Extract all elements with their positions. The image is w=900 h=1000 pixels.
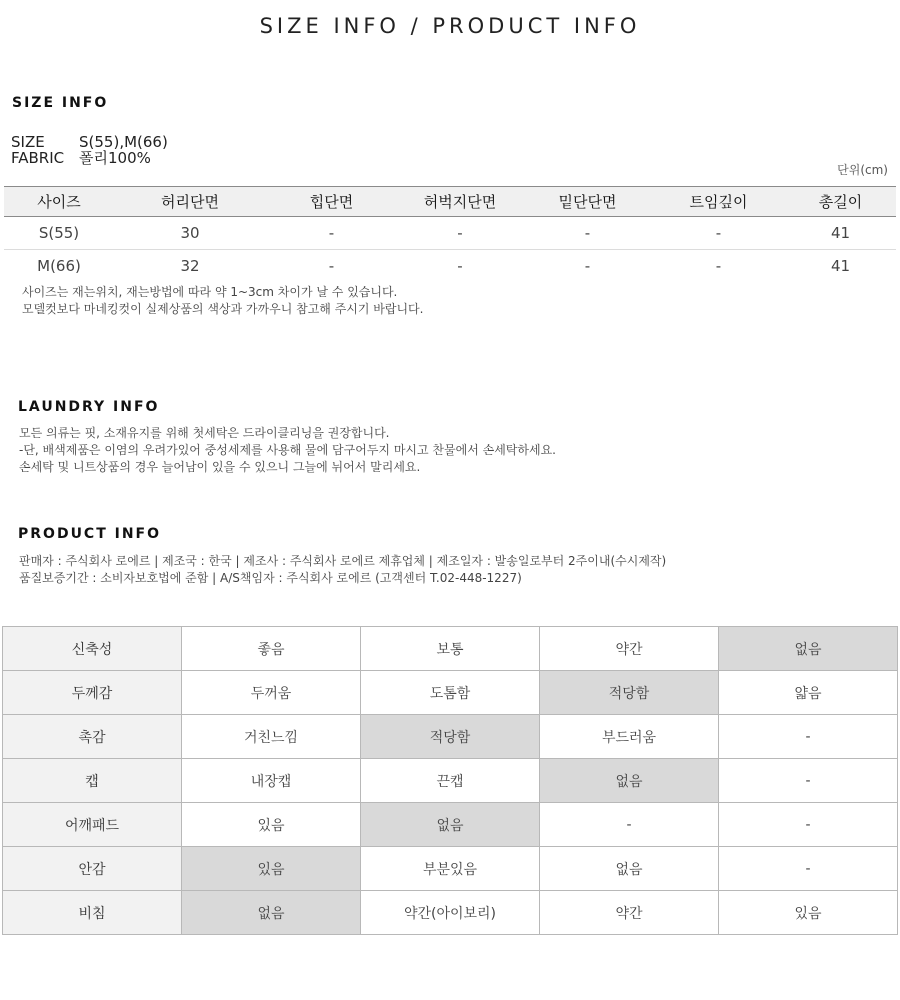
property-option: 약간 <box>540 891 719 935</box>
table-row <box>4 217 896 250</box>
size-table-header <box>4 187 896 217</box>
property-label: 신축성 <box>3 627 182 671</box>
page-title: SIZE INFO / PRODUCT INFO <box>259 14 641 38</box>
size-info-heading: SIZE INFO <box>12 95 109 111</box>
note-line: -단, 배색제품은 이염의 우려가있어 중성세제를 사용해 물에 담구어두지 마시고 찬물에서 손세탁하세요. <box>19 443 556 457</box>
table-cell: - <box>457 257 463 275</box>
product-notes <box>19 553 666 587</box>
property-label: 캡 <box>3 759 182 803</box>
fabric-spec <box>11 150 151 166</box>
table-cell: - <box>328 257 335 275</box>
table-cell: - <box>652 217 785 250</box>
size-notes <box>22 284 423 318</box>
property-option: 약간 <box>540 627 719 671</box>
size-value: S(55),M(66) <box>79 133 168 151</box>
property-row <box>3 627 898 671</box>
property-option: 도톰함 <box>361 671 540 715</box>
table-cell: 41 <box>830 257 851 275</box>
laundry-info-heading: LAUNDRY INFO <box>18 399 160 415</box>
property-option: 없음 <box>540 847 719 891</box>
table-cell: - <box>266 217 397 250</box>
property-option: - <box>719 759 898 803</box>
table-cell: 30 <box>114 217 266 250</box>
property-option-selected: 적당함 <box>540 671 719 715</box>
property-option: 있음 <box>182 803 361 847</box>
column-header: 밑단단면 <box>523 187 652 217</box>
note-line: 모델컷보다 마네킹컷이 실제상품의 색상과 가까우니 참고해 주시기 바랍니다. <box>22 302 424 316</box>
property-row <box>3 671 898 715</box>
column-header: 총길이 <box>785 187 896 217</box>
property-label: 안감 <box>3 847 182 891</box>
property-label: 두께감 <box>3 671 182 715</box>
property-option-selected: 없음 <box>719 627 898 671</box>
property-option: - <box>719 803 898 847</box>
property-option: 두꺼움 <box>182 671 361 715</box>
property-label: 비침 <box>3 891 182 935</box>
property-option: 보통 <box>361 627 540 671</box>
property-option-selected: 없음 <box>182 891 361 935</box>
note-line: 품질보증기간 : 소비자보호법에 준함 | A/S책임자 : 주식회사 로에르 (고객센터 T.02-448-1227) <box>19 571 522 585</box>
property-row <box>3 715 898 759</box>
column-header: 허리단면 <box>114 187 266 217</box>
product-property-table <box>2 626 898 935</box>
product-info-heading: PRODUCT INFO <box>18 526 162 542</box>
fabric-value: 폴리100% <box>79 149 151 167</box>
note-line: 판매자 : 주식회사 로에르 | 제조국 : 한국 | 제조사 : 주식회사 로에르 제휴업체 | 제조일자 : 발송일로부터 2주이내(수시제작) <box>19 554 667 568</box>
property-option: 있음 <box>719 891 898 935</box>
property-option: - <box>719 847 898 891</box>
property-row <box>3 891 898 935</box>
property-option-selected: 없음 <box>540 759 719 803</box>
column-header: 힙단면 <box>266 187 397 217</box>
column-header: 허벅지단면 <box>397 187 523 217</box>
table-cell: - <box>397 217 523 250</box>
property-option: 거친느낌 <box>182 715 361 759</box>
property-option-selected: 없음 <box>361 803 540 847</box>
property-label: 어깨패드 <box>3 803 182 847</box>
size-spec <box>11 134 168 150</box>
note-line: 모든 의류는 핏, 소재유지를 위해 첫세탁은 드라이클리닝을 권장합니다. <box>19 426 390 440</box>
size-label: SIZE <box>11 133 45 151</box>
table-cell: - <box>584 257 591 275</box>
property-option: 약간(아이보리) <box>361 891 540 935</box>
size-table <box>4 186 896 282</box>
table-cell: 32 <box>180 257 200 275</box>
property-option-selected: 있음 <box>182 847 361 891</box>
table-cell: S(55) <box>4 217 114 250</box>
note-line: 손세탁 및 니트상품의 경우 늘어남이 있을 수 있으니 그늘에 뉘어서 말리세요. <box>19 460 421 474</box>
property-option: 얇음 <box>719 671 898 715</box>
table-row <box>4 250 896 283</box>
fabric-label: FABRIC <box>11 149 65 167</box>
column-header: 사이즈 <box>4 187 114 217</box>
property-option: 끈캡 <box>361 759 540 803</box>
property-option: 부분있음 <box>361 847 540 891</box>
column-header: 트임깊이 <box>652 187 785 217</box>
table-cell: 41 <box>785 217 896 250</box>
table-cell: - <box>715 257 722 275</box>
table-cell: M(66) <box>37 257 81 275</box>
unit-label: 단위(cm) <box>837 163 888 177</box>
table-cell: - <box>523 217 652 250</box>
property-option-selected: 적당함 <box>361 715 540 759</box>
property-option: - <box>540 803 719 847</box>
property-row <box>3 803 898 847</box>
property-option: - <box>719 715 898 759</box>
property-row <box>3 759 898 803</box>
property-option: 내장캡 <box>182 759 361 803</box>
note-line: 사이즈는 재는위치, 재는방법에 따라 약 1~3cm 차이가 날 수 있습니다. <box>22 285 398 299</box>
laundry-notes <box>19 425 556 476</box>
property-option: 부드러움 <box>540 715 719 759</box>
property-option: 좋음 <box>182 627 361 671</box>
property-label: 촉감 <box>3 715 182 759</box>
property-row <box>3 847 898 891</box>
